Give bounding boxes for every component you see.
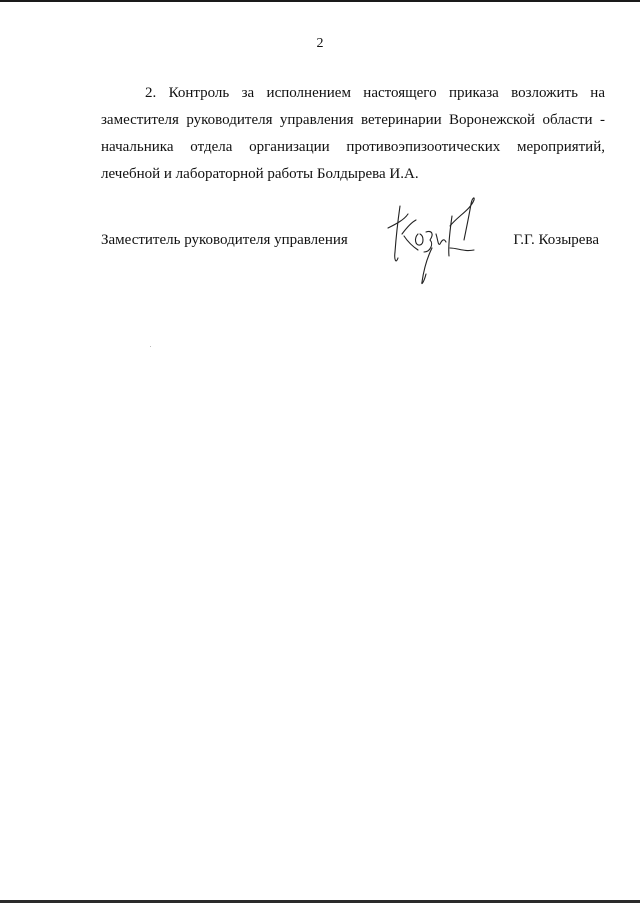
scan-speck — [150, 346, 151, 347]
signer-title: Заместитель руководителя управления — [101, 232, 348, 248]
signer-name: Г.Г. Козырева — [513, 232, 599, 248]
paragraph-line-4: лечебной и лабораторной работы Болдырева И.А. — [101, 166, 419, 182]
paragraph-line-3: начальника отдела организации противоэпизоотических мероприятий, — [101, 139, 605, 155]
scan-bottom-edge — [0, 900, 640, 903]
paragraph-line-1: 2. Контроль за исполнением настоящего приказа возложить на — [145, 85, 605, 101]
page-number: 2 — [316, 36, 324, 51]
order-paragraph-2 — [101, 80, 605, 188]
scan-top-edge — [0, 0, 640, 2]
handwritten-signature — [378, 190, 488, 290]
signature-block — [101, 232, 605, 262]
paragraph-line-2: заместителя руководителя управления ветеринарии Воронежской области - — [101, 112, 605, 128]
